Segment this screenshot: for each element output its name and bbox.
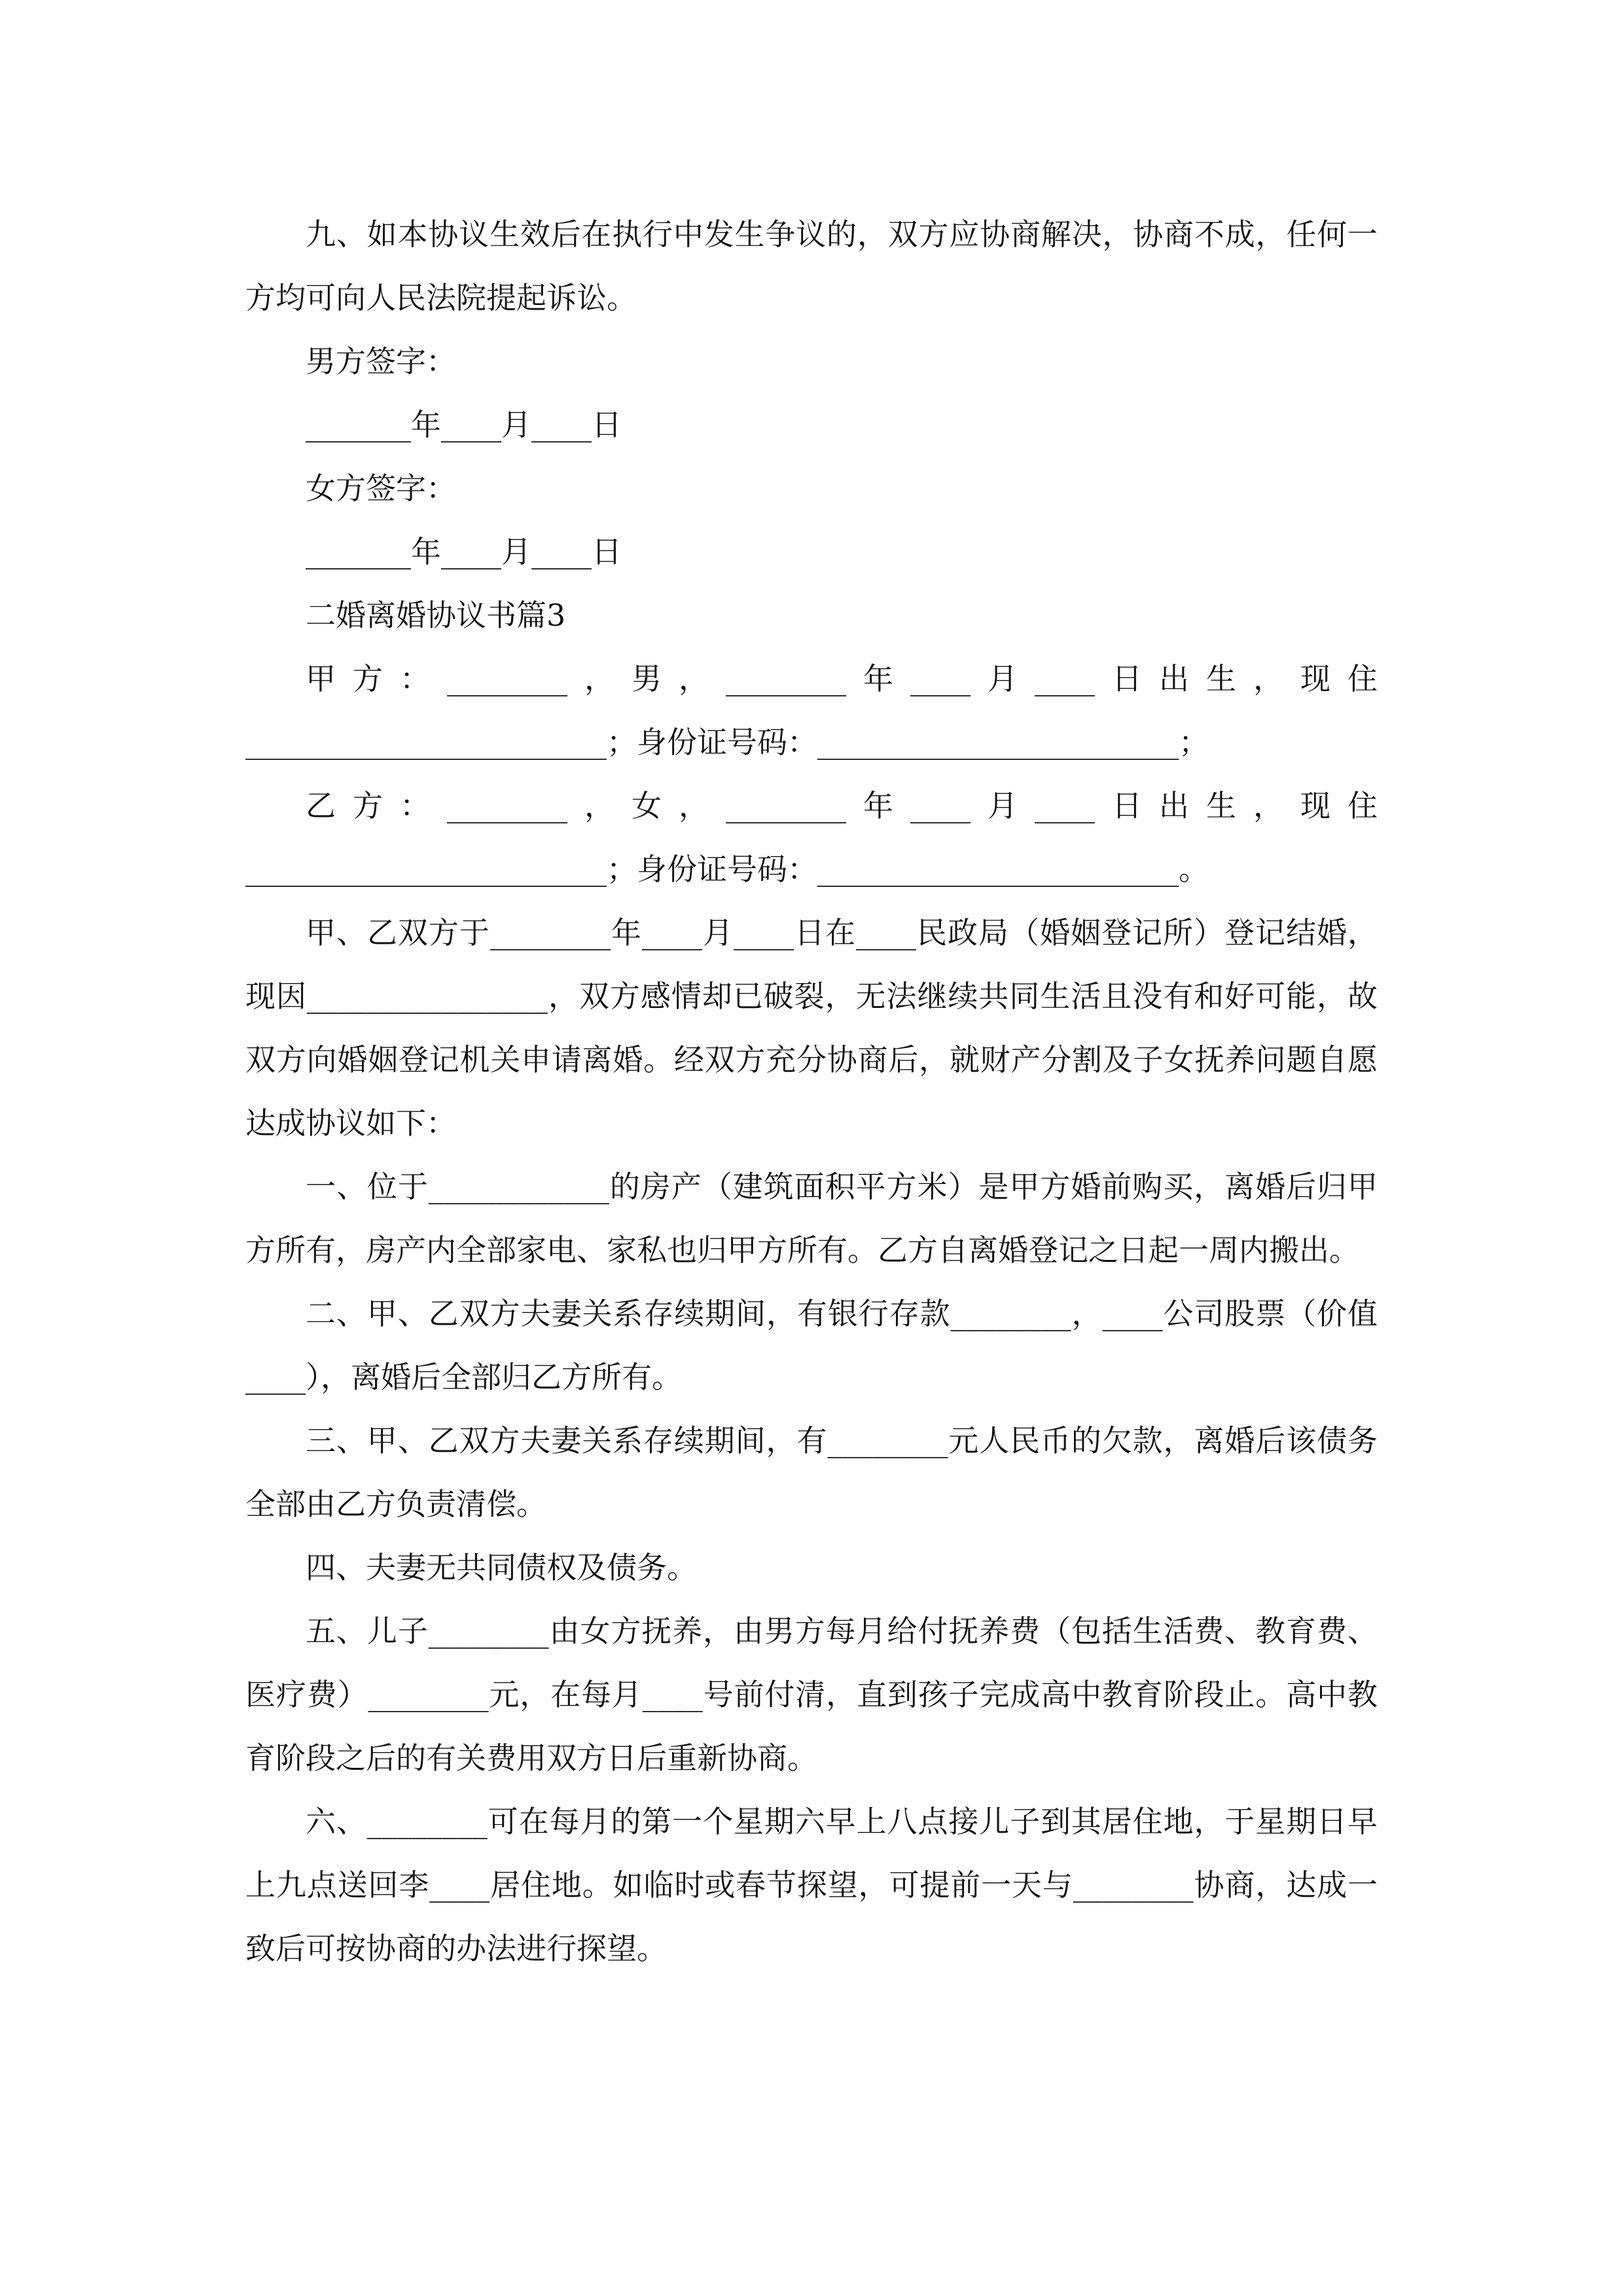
male-signature-label: 男方签字： (306, 344, 456, 379)
clause-6-visitation: 六、________可在每月的第一个星期六早上八点接儿子到其居住地，于星期日早上九点送回李____居住地。如临时或春节探望，可提前一天与________协商，达成一致后可按协商的办法进行探望。 (245, 1804, 1378, 1966)
clause-4-no-common-debt: 四、夫妻无共同债权及债务。 (306, 1550, 697, 1585)
clause-2-savings: 二、甲、乙双方夫妻关系存续期间，有银行存款________，____公司股票（价值____），离婚后全部归乙方所有。 (245, 1296, 1378, 1395)
section-title: 二婚离婚协议书篇3 (306, 598, 566, 633)
clause-3-debt: 三、甲、乙双方夫妻关系存续期间，有________元人民币的欠款，离婚后该债务全部由乙方负责清偿。 (245, 1423, 1378, 1522)
clause-5-child-support: 五、儿子________由女方抚养，由男方每月给付抚养费（包括生活费、教育费、医疗费）________元，在每月____号前付清，直到孩子完成高中教育阶段止。高中教育阶段之后的有关费用双方日后重新协商。 (245, 1613, 1378, 1776)
party-a-info: 甲方：________，男，________年____月____日出生，现住________________________；身份证号码：________________________； (245, 661, 1378, 760)
clause-9-dispute: 九、如本协议生效后在执行中发生争议的，双方应协商解决，协商不成，任何一方均可向人民法院提起诉讼。 (245, 217, 1378, 315)
document-body (245, 203, 1378, 1981)
female-signature-label: 女方签字： (306, 471, 456, 506)
female-signature-date: _______年____月____日 (306, 534, 622, 569)
party-b-info: 乙方：________，女，________年____月____日出生，现住________________________；身份证号码：________________________。 (245, 788, 1378, 887)
male-signature-date: _______年____月____日 (306, 407, 622, 442)
clause-1-property: 一、位于____________的房产（建筑面积平方米）是甲方婚前购买，离婚后归甲方所有，房产内全部家电、家私也归甲方所有。乙方自离婚登记之日起一周内搬出。 (245, 1169, 1378, 1268)
preamble: 甲、乙双方于________年____月____日在____民政局（婚姻登记所）登记结婚，现因________________，双方感情却已破裂，无法继续共同生活且没有和好可能，故双方向婚姻登记机关申请离婚。经双方充分协商后，就财产分割及子女抚养问题自愿达成协议如下： (245, 915, 1378, 1141)
